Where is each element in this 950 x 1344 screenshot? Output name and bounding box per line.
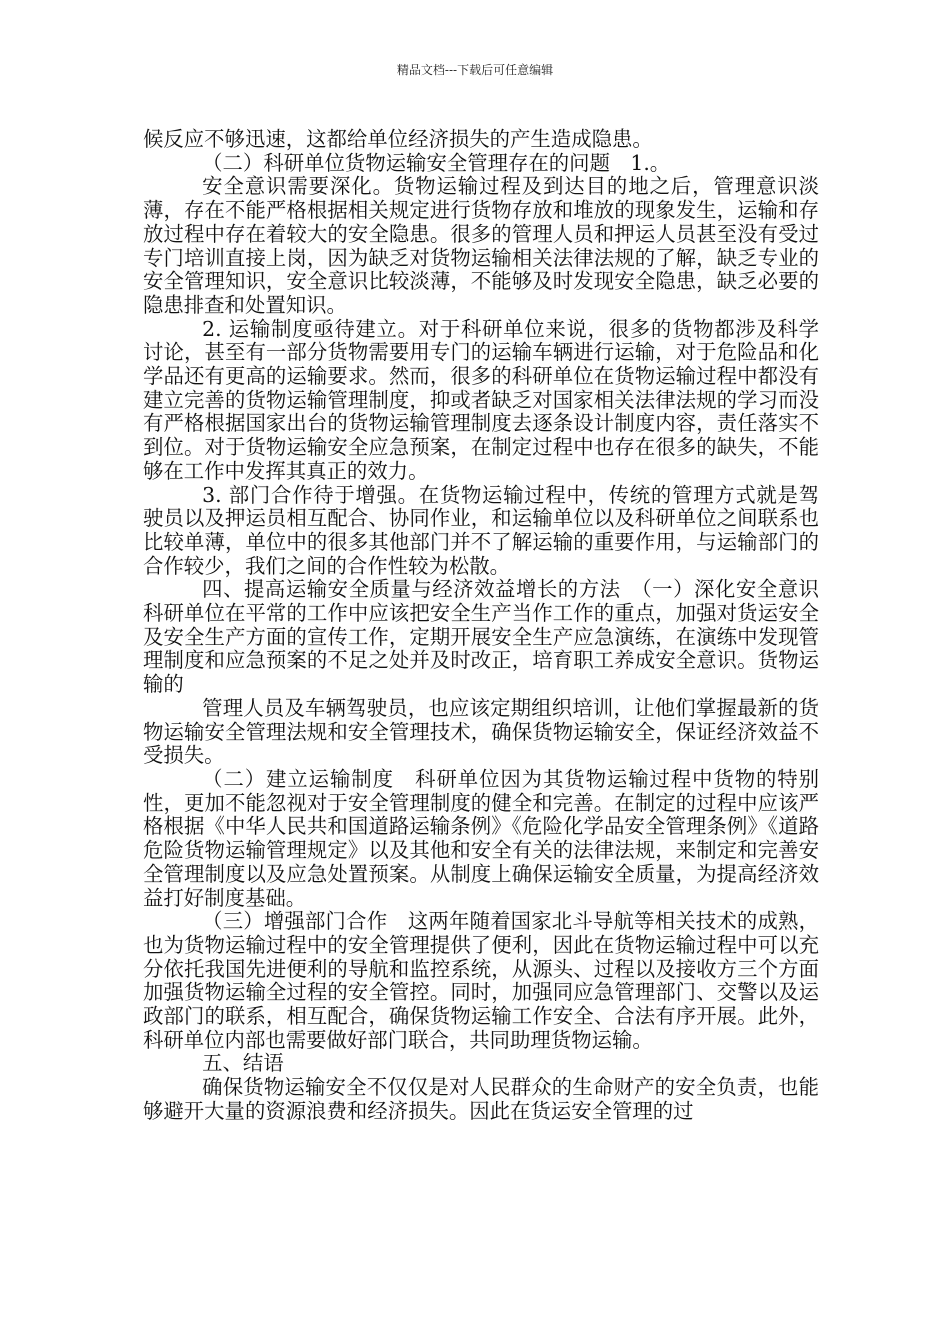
paragraph-3: 安全意识需要深化。货物运输过程及到达目的地之后，管理意识淡薄，存在不能严格根据相关规定进行货物存放和堆放的现象发生，运输和存放过程中存在着较大的安全隐患。很多的管理人员和押运人员甚至没有受过专门培训直接上岗，因为缺乏对货物运输相关法律法规的了解，缺乏专业的安全管理知识，安全意识比较淡薄，不能够及时发现安全隐患，缺乏必要的隐患排查和处置知识。 (143, 174, 819, 317)
document-body (143, 127, 840, 1124)
paragraph-4: 2. 运输制度亟待建立。对于科研单位来说，很多的货物都涉及科学讨论，甚至有一部分货物需要用专门的运输车辆进行运输，对于危险品和化学品还有更高的运输要求。然而，很多的科研单位在货物运输过程中都没有建立完善的货物运输管理制度，抑或者缺乏对国家相关法律法规的学习而没有严格根据国家出台的货物运输管理制度去逐条设计制度内容，责任落实不到位。对于货物运输安全应急预案，在制定过程中也存在很多的缺失，不能够在工作中发挥其真正的效力。 (143, 316, 819, 483)
paragraph-6: 四、提高运输安全质量与经济效益增长的方法 （一）深化安全意识 科研单位在平常的工作中应该把安全生产当作工作的重点，加强对货运安全及安全生产方面的宣传工作，定期开展安全生产应急演练，在演练中发现管理制度和应急预案的不足之处并及时改正，培育职工养成安全意识。货物运输的 (143, 577, 840, 697)
paragraph-1: 候反应不够迅速，这都给单位经济损失的产生造成隐患。 (143, 127, 653, 151)
paragraph-9: （三）增强部门合作 这两年随着国家北斗导航等相关技术的成熟，也为货物运输过程中的安全管理提供了便利，因此在货物运输过程中可以充分依托我国先进便利的导航和监控系统，从源头、过程以及接收方三个方面加强货物运输全过程的安全管控。同时，加强同应急管理部门、交警以及运政部门的联系，相互配合，确保货物运输工作安全、合法有序开展。此外，科研单位内部也需要做好部门联合，共同助理货物运输。 (143, 909, 819, 1052)
paragraph-5: 3. 部门合作待于增强。在货物运输过程中，传统的管理方式就是驾驶员以及押运员相互配合、协同作业，和运输单位以及科研单位之间联系也比较单薄，单位中的很多其他部门并不了解运输的重要作用，与运输部门的合作较少，我们之间的合作性较为松散。 (143, 482, 819, 578)
page-header: 精品文档---下载后可任意编辑 (396, 63, 554, 77)
paragraph-7: 管理人员及车辆驾驶员，也应该定期组织培训，让他们掌握最新的货物运输安全管理法规和安全管理技术，确保货物运输安全，保证经济效益不受损失。 (143, 695, 819, 768)
paragraph-2: （二）科研单位货物运输安全管理存在的问题 1.。 (202, 150, 671, 175)
paragraph-10: 确保货物运输安全不仅仅是对人民群众的生命财产的安全负责，也能够避开大量的资源浪费和经济损失。因此在货运安全管理的过 (143, 1075, 819, 1123)
paragraph-8: （二）建立运输制度 科研单位因为其货物运输过程中货物的特别性，更加不能忽视对于安全管理制度的健全和完善。在制定的过程中应该严格根据《中华人民共和国道路运输条例》《危险化学品安全管理条例》《道路危险货物运输管理规定》以及其他和安全有关的法律法规，来制定和完善安全管理制度以及应急处置预案。从制度上确保运输安全质量，为提高经济效益打好制度基础。 (143, 766, 819, 910)
section-heading-conclusion: 五、结语 (202, 1051, 284, 1076)
